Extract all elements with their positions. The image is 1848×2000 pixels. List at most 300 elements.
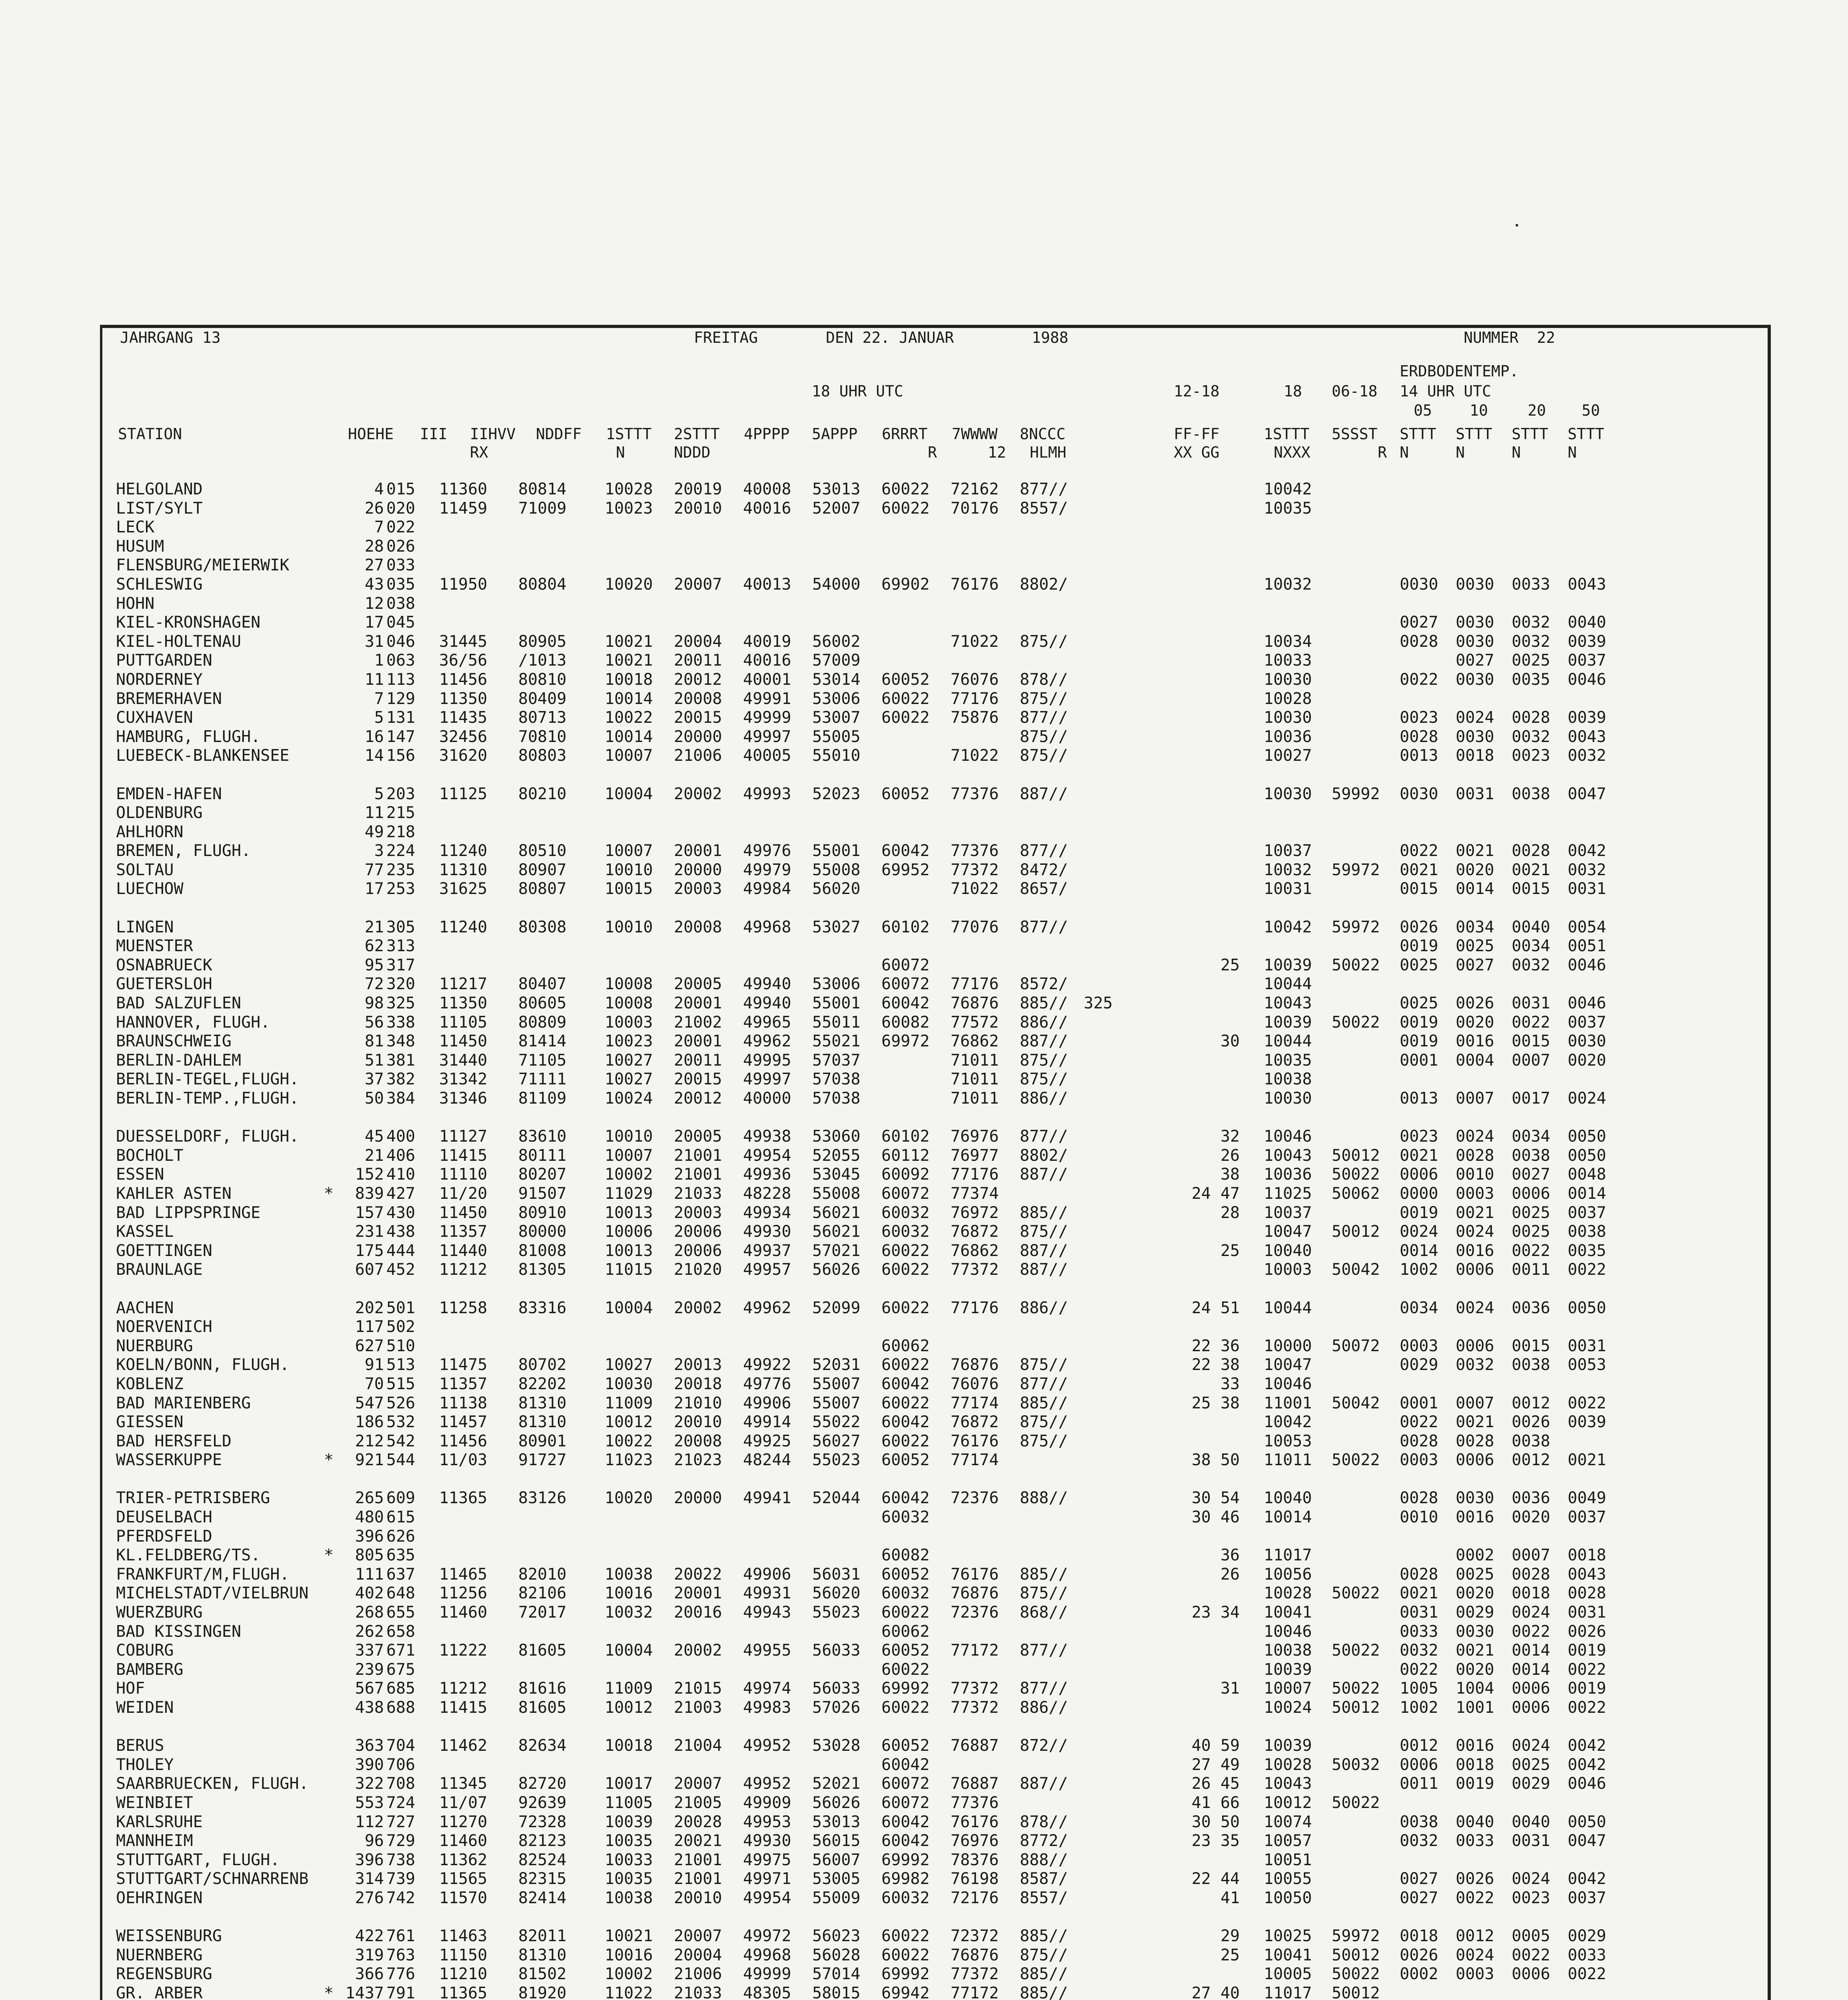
nccc8-cell: 886// bbox=[1020, 1698, 1068, 1717]
wwww7-cell: 72376 bbox=[951, 1489, 999, 1508]
date-label: DEN 22. JANUAR bbox=[826, 329, 954, 346]
sttt1-cell: 10007 bbox=[605, 1146, 653, 1165]
pppp4-cell: 49906 bbox=[743, 1565, 791, 1584]
iihvv-cell: 11350 bbox=[439, 689, 487, 708]
nddff-cell: 80702 bbox=[518, 1356, 567, 1374]
nddff-cell: 72328 bbox=[518, 1812, 567, 1831]
table-row bbox=[116, 1622, 1756, 1642]
station-name: OEHRINGEN bbox=[116, 1888, 203, 1907]
station-name: ESSEN bbox=[116, 1165, 164, 1184]
station-index-cell: 609 bbox=[386, 1489, 416, 1508]
hoehe-cell: 56 bbox=[364, 1013, 384, 1032]
table-row bbox=[116, 1432, 1756, 1451]
table-row bbox=[116, 1813, 1756, 1832]
pppp4-cell: 49953 bbox=[743, 1812, 791, 1831]
soil-20-cell: 0031 bbox=[1512, 994, 1550, 1013]
rrrt6-cell: 69952 bbox=[881, 860, 930, 879]
soil-10-cell: 0012 bbox=[1456, 1927, 1494, 1946]
wwww7-cell: 77374 bbox=[951, 1184, 999, 1203]
station-index-cell: 655 bbox=[386, 1603, 416, 1622]
soil-50-cell: 0050 bbox=[1568, 1127, 1606, 1146]
tmax-cell: 10046 bbox=[1264, 1374, 1312, 1393]
ssst-cell: 50022 bbox=[1332, 1965, 1380, 1984]
nddff-cell: 80810 bbox=[518, 670, 567, 689]
pppp4-cell: 49909 bbox=[743, 1793, 791, 1812]
table-row bbox=[116, 613, 1756, 632]
hoehe-cell: 95 bbox=[364, 956, 384, 974]
station-name: BERLIN-DAHLEM bbox=[116, 1051, 242, 1070]
soil-10-cell: 0021 bbox=[1456, 1413, 1494, 1432]
soil-10-cell: 0016 bbox=[1456, 1032, 1494, 1051]
sttt1-cell: 10007 bbox=[605, 842, 653, 860]
station-index-cell: 020 bbox=[386, 499, 416, 518]
rrrt6-cell: 60022 bbox=[881, 1660, 930, 1679]
table-row bbox=[116, 670, 1756, 690]
iihvv-cell: 11475 bbox=[439, 1356, 487, 1374]
station-name: BRAUNSCHWEIG bbox=[116, 1032, 232, 1051]
ssst-cell: 50022 bbox=[1332, 1641, 1380, 1660]
nccc8-cell: 8657/ bbox=[1020, 880, 1068, 898]
nddff-cell: 80713 bbox=[518, 708, 567, 727]
soil-05-cell: 0013 bbox=[1400, 746, 1438, 765]
sttt1-cell: 10021 bbox=[605, 1927, 653, 1946]
station-name: BERUS bbox=[116, 1736, 164, 1755]
rrrt6-cell: 60052 bbox=[881, 1451, 930, 1470]
soil-50-cell: 0050 bbox=[1568, 1298, 1606, 1317]
ffff-cell: 32 bbox=[1220, 1127, 1240, 1146]
station-table bbox=[116, 480, 1756, 2000]
ssst-cell: 50012 bbox=[1332, 1222, 1380, 1241]
nccc8-cell: 887// bbox=[1020, 784, 1068, 803]
table-row bbox=[116, 1260, 1756, 1280]
table-row bbox=[116, 1165, 1756, 1184]
table-row bbox=[116, 823, 1756, 842]
hoehe-cell: 212 bbox=[355, 1432, 384, 1450]
soil-10-cell: 0034 bbox=[1456, 918, 1494, 936]
iihvv-cell: 11222 bbox=[439, 1641, 487, 1660]
soil-05-cell: 0022 bbox=[1400, 1660, 1438, 1679]
nccc8-cell: 875// bbox=[1020, 727, 1068, 746]
wwww7-cell: 71011 bbox=[951, 1051, 999, 1070]
soil-10-cell: 0016 bbox=[1456, 1241, 1494, 1260]
ssst-cell: 50042 bbox=[1332, 1394, 1380, 1412]
pppp4-cell: 40001 bbox=[743, 670, 791, 689]
hoehe-cell: 567 bbox=[355, 1679, 384, 1698]
nccc8-cell: 875// bbox=[1020, 1356, 1068, 1374]
table-row bbox=[116, 651, 1756, 670]
station-index-cell: 338 bbox=[386, 1013, 416, 1032]
tmax-cell: 10039 bbox=[1264, 1660, 1312, 1679]
pppp4-cell: 49965 bbox=[743, 1013, 791, 1032]
soil-50-cell: 0042 bbox=[1568, 1755, 1606, 1774]
appp5-cell: 52055 bbox=[812, 1146, 861, 1165]
soil-05-cell: 0028 bbox=[1400, 727, 1438, 746]
soil-50-cell: 0035 bbox=[1568, 1241, 1606, 1260]
hoehe-cell: 438 bbox=[355, 1698, 384, 1717]
sttt1-cell: 10016 bbox=[605, 1946, 653, 1964]
station-name: MANNHEIM bbox=[116, 1832, 193, 1850]
soil-20-cell: 0025 bbox=[1512, 1203, 1550, 1222]
station-index-cell: 063 bbox=[386, 651, 416, 670]
appp5-cell: 56028 bbox=[812, 1946, 861, 1964]
hoehe-cell: 43 bbox=[364, 575, 384, 594]
rrrt6-cell: 60042 bbox=[881, 1812, 930, 1831]
sttt1-cell: 10002 bbox=[605, 1965, 653, 1984]
soil-50-cell: 0049 bbox=[1568, 1489, 1606, 1508]
tmax-cell: 10043 bbox=[1264, 1146, 1312, 1165]
station-name: BAD KISSINGEN bbox=[116, 1622, 242, 1641]
iihvv-cell: 31440 bbox=[439, 1051, 487, 1070]
nccc8-cell: 877// bbox=[1020, 1679, 1068, 1698]
soil-10-cell: 0025 bbox=[1456, 1565, 1494, 1584]
ffff-cell: 31 bbox=[1220, 1679, 1240, 1698]
iihvv-cell: 11105 bbox=[439, 1013, 487, 1032]
table-row bbox=[116, 1089, 1756, 1108]
pppp4-cell: 49955 bbox=[743, 1641, 791, 1660]
tmax-cell: 10042 bbox=[1264, 918, 1312, 936]
tmax-cell: 10042 bbox=[1264, 1413, 1312, 1432]
pppp4-cell: 49968 bbox=[743, 918, 791, 936]
hoehe-cell: 1437 bbox=[345, 1984, 384, 2000]
hoehe-cell: 839 bbox=[355, 1184, 384, 1203]
nccc8-cell: 878// bbox=[1020, 1812, 1068, 1831]
soil-10-cell: 0030 bbox=[1456, 632, 1494, 651]
sttt2-cell: 20012 bbox=[674, 1089, 722, 1108]
soil-20-cell: 0040 bbox=[1512, 1812, 1550, 1831]
appp5-cell: 56015 bbox=[812, 1832, 861, 1850]
soil-05-cell: 0002 bbox=[1400, 1965, 1438, 1984]
appp5-cell: 58015 bbox=[812, 1984, 861, 2000]
station-index-cell: 046 bbox=[386, 632, 416, 651]
appp5-cell: 56020 bbox=[812, 1584, 861, 1603]
rrrt6-cell: 60022 bbox=[881, 1260, 930, 1279]
iihvv-cell: 31445 bbox=[439, 632, 487, 651]
table-row bbox=[116, 1222, 1756, 1242]
tmax-cell: 10030 bbox=[1264, 670, 1312, 689]
sttt1-cell: 10035 bbox=[605, 1832, 653, 1850]
sttt2-cell: 20002 bbox=[674, 1298, 722, 1317]
iihvv-cell: 11365 bbox=[439, 1489, 487, 1508]
soil-05-cell: 0026 bbox=[1400, 1946, 1438, 1964]
hoehe-cell: 262 bbox=[355, 1622, 384, 1641]
sttt2-cell: 21003 bbox=[674, 1698, 722, 1717]
pppp4-cell: 49914 bbox=[743, 1413, 791, 1432]
ffff-cell: 25 38 bbox=[1191, 1394, 1240, 1412]
soil-05-cell: 0026 bbox=[1400, 918, 1438, 936]
iihvv-cell: 11212 bbox=[439, 1260, 487, 1279]
sttt2-cell: 21006 bbox=[674, 746, 722, 765]
hoehe-cell: 480 bbox=[355, 1508, 384, 1527]
soil-20-cell: 0038 bbox=[1512, 784, 1550, 803]
soil-10-cell: 0030 bbox=[1456, 670, 1494, 689]
soil-10-cell: 0033 bbox=[1456, 1832, 1494, 1850]
mountain-station-marker: * bbox=[324, 1451, 334, 1470]
pppp4-cell: 49962 bbox=[743, 1298, 791, 1317]
table-row bbox=[116, 1318, 1756, 1337]
soil-05-cell: 0025 bbox=[1400, 994, 1438, 1013]
sttt2-cell: 20001 bbox=[674, 1584, 722, 1603]
sttt2-cell: 21015 bbox=[674, 1679, 722, 1698]
nccc8-cell: 888// bbox=[1020, 1850, 1068, 1869]
rrrt6-cell: 60022 bbox=[881, 1356, 930, 1374]
iihvv-cell: 11365 bbox=[439, 1984, 487, 2000]
soil-50-cell: 0022 bbox=[1568, 1660, 1606, 1679]
wwww7-cell: 77176 bbox=[951, 975, 999, 994]
soil-10-cell: 0024 bbox=[1456, 1946, 1494, 1964]
station-name: GR. ARBER bbox=[116, 1984, 203, 2000]
wwww7-cell: 77076 bbox=[951, 918, 999, 936]
wwww7-cell: 71011 bbox=[951, 1089, 999, 1108]
hoehe-cell: 49 bbox=[364, 822, 384, 841]
group-spacer bbox=[116, 1470, 1756, 1489]
rrrt6-cell: 60102 bbox=[881, 918, 930, 936]
tmax-cell: 11001 bbox=[1264, 1394, 1312, 1412]
station-index-cell: 215 bbox=[386, 804, 416, 822]
ffff-cell: 29 bbox=[1220, 1927, 1240, 1946]
iihvv-cell: 11463 bbox=[439, 1927, 487, 1946]
soil-10-cell: 0027 bbox=[1456, 956, 1494, 974]
station-name: BREMERHAVEN bbox=[116, 689, 222, 708]
soil-20-cell: 0038 bbox=[1512, 1146, 1550, 1165]
soil-10-cell: 0020 bbox=[1456, 1584, 1494, 1603]
soil-20-cell: 0022 bbox=[1512, 1241, 1550, 1260]
wwww7-cell: 76887 bbox=[951, 1774, 999, 1793]
iihvv-cell: 11/20 bbox=[439, 1184, 487, 1203]
tmax-cell: 10056 bbox=[1264, 1565, 1312, 1584]
iihvv-cell: 11127 bbox=[439, 1127, 487, 1146]
nccc8-cell: 877// bbox=[1020, 1127, 1068, 1146]
appp5-cell: 55008 bbox=[812, 1184, 861, 1203]
soil-50-cell: 0038 bbox=[1568, 1222, 1606, 1241]
nddff-cell: 80905 bbox=[518, 632, 567, 651]
station-name: MUENSTER bbox=[116, 937, 193, 956]
appp5-cell: 53006 bbox=[812, 689, 861, 708]
nddff-cell: 80510 bbox=[518, 842, 567, 860]
nccc8-cell: 8557/ bbox=[1020, 1888, 1068, 1907]
soil-10-cell: 0020 bbox=[1456, 1013, 1494, 1032]
soil-20-cell: 0012 bbox=[1512, 1394, 1550, 1412]
sttt1-cell: 11005 bbox=[605, 1793, 653, 1812]
ffff-cell: 30 bbox=[1220, 1032, 1240, 1051]
appp5-cell: 55008 bbox=[812, 860, 861, 879]
iihvv-cell: 11950 bbox=[439, 575, 487, 594]
pppp4-cell: 49925 bbox=[743, 1432, 791, 1450]
iihvv-cell: 32456 bbox=[439, 727, 487, 746]
station-index-cell: 427 bbox=[386, 1184, 416, 1203]
soil-05-cell: 0032 bbox=[1400, 1641, 1438, 1660]
ffff-cell: 38 bbox=[1220, 1165, 1240, 1184]
nddff-cell: 71009 bbox=[518, 499, 567, 518]
table-row bbox=[116, 690, 1756, 709]
sttt1-column-subheader: N bbox=[616, 444, 625, 461]
soil-10-cell: 0006 bbox=[1456, 1260, 1494, 1279]
nddff-cell: 92639 bbox=[518, 1793, 567, 1812]
appp5-cell: 56023 bbox=[812, 1927, 861, 1946]
iihvv-cell: 11460 bbox=[439, 1603, 487, 1622]
tmax-cell: 10039 bbox=[1264, 1736, 1312, 1755]
hoehe-cell: 112 bbox=[355, 1812, 384, 1831]
station-index-cell: 410 bbox=[386, 1165, 416, 1184]
soil-10-cell: 0021 bbox=[1456, 1641, 1494, 1660]
appp5-cell: 56031 bbox=[812, 1565, 861, 1584]
rrrt6-cell: 60102 bbox=[881, 1127, 930, 1146]
hoehe-cell: 547 bbox=[355, 1394, 384, 1412]
hoehe-cell: 51 bbox=[364, 1051, 384, 1070]
soil-20-cell: 0035 bbox=[1512, 670, 1550, 689]
table-row bbox=[116, 1489, 1756, 1508]
soil-50-cell: 0039 bbox=[1568, 708, 1606, 727]
soil-20-cell: 0024 bbox=[1512, 1603, 1550, 1622]
table-row bbox=[116, 499, 1756, 518]
station-name: KARLSRUHE bbox=[116, 1812, 203, 1831]
sttt1-cell: 11009 bbox=[605, 1394, 653, 1412]
soil-50-cell: 0043 bbox=[1568, 1565, 1606, 1584]
hoehe-cell: 157 bbox=[355, 1203, 384, 1222]
soil-10-cell: 0029 bbox=[1456, 1603, 1494, 1622]
station-index-cell: 513 bbox=[386, 1356, 416, 1374]
soil-20-cell: 0012 bbox=[1512, 1451, 1550, 1470]
appp5-cell: 55011 bbox=[812, 1013, 861, 1032]
station-index-cell: 129 bbox=[386, 689, 416, 708]
tmax-cell: 11017 bbox=[1264, 1546, 1312, 1565]
tmax-cell: 10007 bbox=[1264, 1679, 1312, 1698]
soil-20-cell: 0007 bbox=[1512, 1546, 1550, 1565]
table-row bbox=[116, 1679, 1756, 1698]
wwww7-cell: 77176 bbox=[951, 1298, 999, 1317]
sttt2-cell: 20018 bbox=[674, 1374, 722, 1393]
soil-10-cell: 0020 bbox=[1456, 860, 1494, 879]
soil-05-cell: 0001 bbox=[1400, 1051, 1438, 1070]
appp5-cell: 56021 bbox=[812, 1222, 861, 1241]
table-row bbox=[116, 1641, 1756, 1660]
sttt1-cell: 10027 bbox=[605, 1051, 653, 1070]
station-index-cell: 776 bbox=[386, 1965, 416, 1984]
iihvv-cell: 11460 bbox=[439, 1832, 487, 1850]
soil-50-cell: 0030 bbox=[1568, 1032, 1606, 1051]
ffff-cell: 41 bbox=[1220, 1888, 1240, 1907]
tmax-cell: 10031 bbox=[1264, 880, 1312, 898]
soil-10-cell: 0016 bbox=[1456, 1508, 1494, 1527]
wwww7-column-header: 7WWWW bbox=[952, 425, 998, 443]
soil-10-cell: 0027 bbox=[1456, 651, 1494, 670]
hoehe-cell: 390 bbox=[355, 1755, 384, 1774]
table-row bbox=[116, 556, 1756, 575]
soil-05-cell: 0027 bbox=[1400, 1870, 1438, 1888]
sttt1-cell: 10022 bbox=[605, 1432, 653, 1450]
appp5-cell: 57009 bbox=[812, 651, 861, 670]
station-index-cell: 406 bbox=[386, 1146, 416, 1165]
sttt2-cell: 20008 bbox=[674, 918, 722, 936]
table-row bbox=[116, 594, 1756, 614]
ssst-cell: 59972 bbox=[1332, 918, 1380, 936]
sttt1-cell: 10022 bbox=[605, 708, 653, 727]
soil-20-cell: 0025 bbox=[1512, 1755, 1550, 1774]
tmax-cell: 11017 bbox=[1264, 1984, 1312, 2000]
soil-05-cell: 0012 bbox=[1400, 1736, 1438, 1755]
sttt2-cell: 21033 bbox=[674, 1984, 722, 2000]
rrrt6-cell: 60022 bbox=[881, 1603, 930, 1622]
iihvv-cell: 11457 bbox=[439, 1413, 487, 1432]
soil-20-cell: 0023 bbox=[1512, 746, 1550, 765]
ffff-cell: 25 bbox=[1220, 1241, 1240, 1260]
soil-50-cell: 0022 bbox=[1568, 1698, 1606, 1717]
station-index-cell: 671 bbox=[386, 1641, 416, 1660]
table-row bbox=[116, 632, 1756, 652]
wwww7-cell: 76972 bbox=[951, 1203, 999, 1222]
nccc8-cell: 872// bbox=[1020, 1736, 1068, 1755]
sttt2-cell: 21001 bbox=[674, 1870, 722, 1888]
soil-50-cell: 0042 bbox=[1568, 842, 1606, 860]
rrrt6-cell: 60032 bbox=[881, 1203, 930, 1222]
station-index-cell: 313 bbox=[386, 937, 416, 956]
sttt2-cell: 20001 bbox=[674, 842, 722, 860]
hoehe-cell: 186 bbox=[355, 1413, 384, 1432]
station-index-cell: 727 bbox=[386, 1812, 416, 1831]
sttt1-cell: 10021 bbox=[605, 651, 653, 670]
iihvv-cell: 11565 bbox=[439, 1870, 487, 1888]
soil-10-cell: 0019 bbox=[1456, 1774, 1494, 1793]
rrrt6-cell: 60042 bbox=[881, 1755, 930, 1774]
frame-left-rule bbox=[100, 325, 102, 2000]
wwww7-cell: 77372 bbox=[951, 1679, 999, 1698]
tmax-cell: 10047 bbox=[1264, 1222, 1312, 1241]
soil-05-cell: 0027 bbox=[1400, 1888, 1438, 1907]
sttt2-cell: 20010 bbox=[674, 1888, 722, 1907]
appp5-cell: 56033 bbox=[812, 1641, 861, 1660]
appp5-cell: 53028 bbox=[812, 1736, 861, 1755]
sttt2-cell: 20011 bbox=[674, 651, 722, 670]
soil-20-cell: 0006 bbox=[1512, 1698, 1550, 1717]
appp5-cell: 52031 bbox=[812, 1356, 861, 1374]
ffff-cell: 27 40 bbox=[1191, 1984, 1240, 2000]
soil-20-cell: 0022 bbox=[1512, 1013, 1550, 1032]
nddff-cell: 82524 bbox=[518, 1850, 567, 1869]
soil-10-column-subheader: N bbox=[1456, 444, 1465, 461]
sttt2-cell: 20012 bbox=[674, 670, 722, 689]
table-row bbox=[116, 1927, 1756, 1946]
wwww7-cell: 72176 bbox=[951, 1888, 999, 1907]
soil-20-cell: 0015 bbox=[1512, 880, 1550, 898]
tmax-cell: 10074 bbox=[1264, 1812, 1312, 1831]
nccc8-cell: 887// bbox=[1020, 1165, 1068, 1184]
soil-20-cell: 0015 bbox=[1512, 1032, 1550, 1051]
soil-05-cell: 0028 bbox=[1400, 632, 1438, 651]
station-name: HOF bbox=[116, 1679, 145, 1698]
nccc8-cell: 875// bbox=[1020, 1070, 1068, 1089]
nccc8-cell: 875// bbox=[1020, 1222, 1068, 1241]
appp5-cell: 55010 bbox=[812, 746, 861, 765]
tmax-cell: 10036 bbox=[1264, 1165, 1312, 1184]
pppp4-cell: 40013 bbox=[743, 575, 791, 594]
wwww7-cell: 77174 bbox=[951, 1451, 999, 1470]
station-index-cell: 026 bbox=[386, 537, 416, 556]
soil-50-cell: 0042 bbox=[1568, 1870, 1606, 1888]
rrrt6-cell: 60072 bbox=[881, 1774, 930, 1793]
hoehe-cell: 402 bbox=[355, 1584, 384, 1603]
station-name: STUTTGART, FLUGH. bbox=[116, 1850, 280, 1869]
nddff-cell: 83126 bbox=[518, 1489, 567, 1508]
appp5-cell: 52099 bbox=[812, 1298, 861, 1317]
soil-10-cell: 0024 bbox=[1456, 1127, 1494, 1146]
rrrt6-cell: 60022 bbox=[881, 689, 930, 708]
station-index-cell: 147 bbox=[386, 727, 416, 746]
iihvv-cell: 11435 bbox=[439, 708, 487, 727]
hoehe-cell: 4 bbox=[374, 480, 384, 498]
iihvv-column-header: IIHVV bbox=[470, 425, 516, 443]
nddff-cell: 80207 bbox=[518, 1165, 567, 1184]
soil-05-cell: 0023 bbox=[1400, 1127, 1438, 1146]
station-index-cell: 203 bbox=[386, 784, 416, 803]
